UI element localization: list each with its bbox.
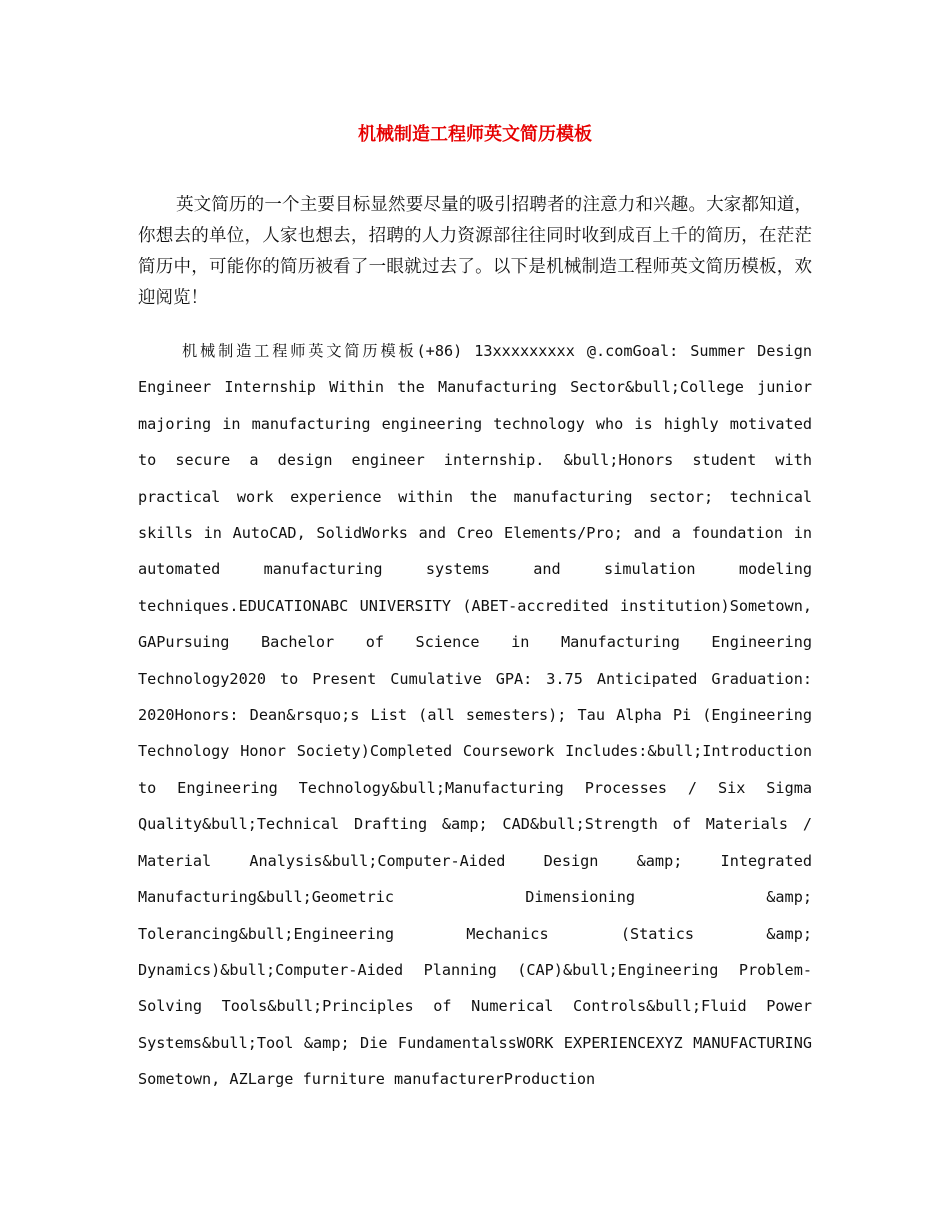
resume-body-paragraph: 机械制造工程师英文简历模板(+86) 13xxxxxxxxx @.comGoal: Summer Design Engineer Internship Within the Manufacturing Sector&bull;College junior majoring in manufacturing engineering technology who is highly motivated to secure a design engineer internship. &bull;Honors student with practical work experience within the manufacturing sector; technical skills in AutoCAD, SolidWorks and Creo Elements/Pro; and a foundation in automated manufacturing systems and simulation modeling techniques.EDUCATIONABC UNIVERSITY (ABET-accredited institution)Sometown, GAPursuing Bachelor of Science in Manufacturing Engineering Technology2020 to Present Cumulative GPA: 3.75 Anticipated Graduation: 2020Honors: Dean&rsquo;s List (all semesters); Tau Alpha Pi (Engineering Technology Honor Society)Completed Coursework Includes:&bull;Introduction to Engineering Technology&bull;Manufacturing Processes / Six Sigma Quality&bull;Technical Drafting &amp; CAD&bull;Strength of Materials / Material Analysis&bull;Computer-Aided Design &amp; Integrated Manufacturing&bull;Geometric Dimensioning &amp; Tolerancing&bull;Engineering Mechanics (Statics &amp; Dynamics)&bull;Computer-Aided Planning (CAP)&bull;Engineering Problem-Solving Tools&bull;Principles of Numerical Controls&bull;Fluid Power Systems&bull;Tool &amp; Die FundamentalssWORK EXPERIENCEXYZ MANUFACTURING Sometown, AZLarge furniture manufacturerProduction [138, 342, 812, 1089]
page-title: 机械制造工程师英文简历模板 [358, 124, 592, 145]
intro-paragraph: 英文简历的一个主要目标显然要尽量的吸引招聘者的注意力和兴趣。大家都知道，你想去的单位，人家也想去，招聘的人力资源部往往同时收到成百上千的简历，在茫茫简历中，可能你的简历被看了一眼就过去了。以下是机械制造工程师英文简历模板，欢迎阅览！ [138, 195, 812, 308]
